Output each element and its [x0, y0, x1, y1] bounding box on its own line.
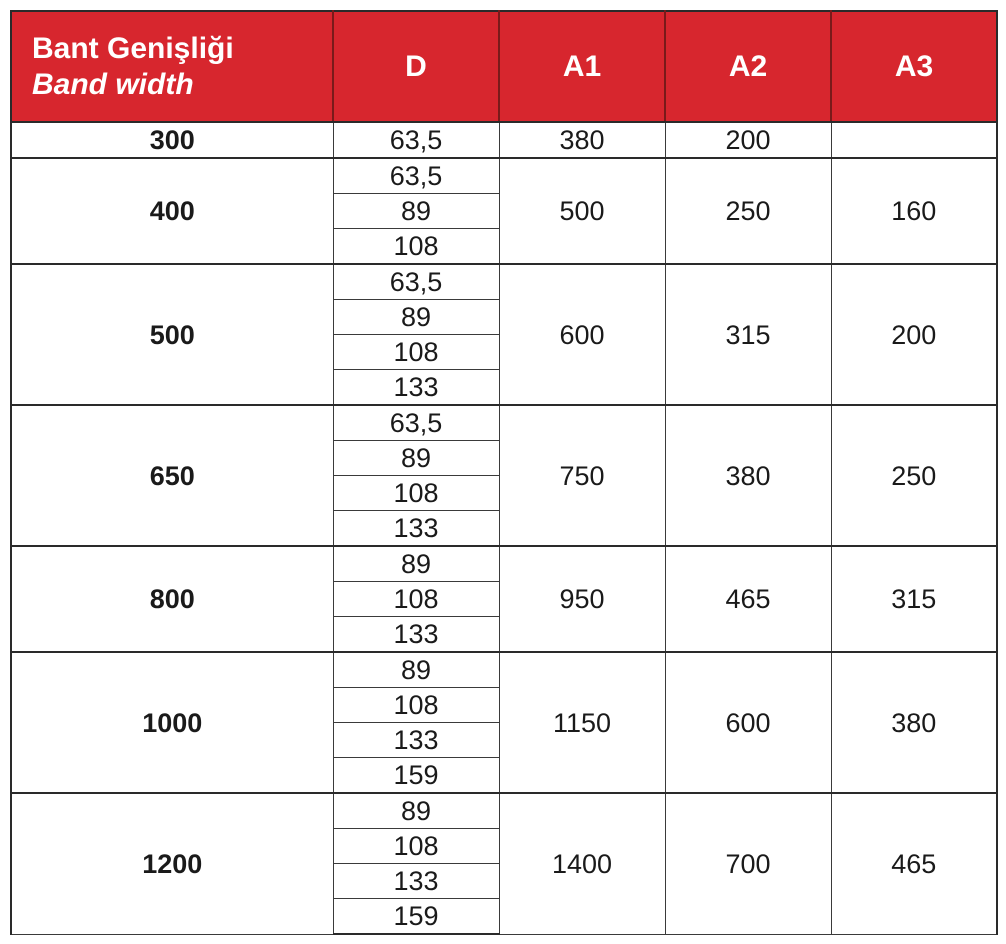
a1-cell: 1150: [499, 652, 665, 793]
a2-cell: 250: [665, 158, 831, 264]
d-cell: 108: [333, 229, 499, 265]
a1-cell: 950: [499, 546, 665, 652]
a2-cell: 700: [665, 793, 831, 934]
a1-cell: 380: [499, 122, 665, 158]
band-width-cell: 650: [11, 405, 333, 546]
header-band-width-en: Band width: [32, 67, 194, 101]
table-row: [11, 158, 997, 194]
a1-cell: 500: [499, 158, 665, 264]
table-row: [11, 264, 997, 300]
a2-cell: 200: [665, 122, 831, 158]
d-cell: 133: [333, 723, 499, 758]
band-width-cell: 800: [11, 546, 333, 652]
header-a1: A1: [499, 11, 665, 122]
table-row: [11, 405, 997, 441]
a2-cell: 465: [665, 546, 831, 652]
table-row: [11, 793, 997, 829]
d-cell: 133: [333, 617, 499, 653]
header-d: D: [333, 11, 499, 122]
d-cell: 108: [333, 582, 499, 617]
d-cell: 108: [333, 335, 499, 370]
band-width-cell: 400: [11, 158, 333, 264]
band-width-cell: 500: [11, 264, 333, 405]
d-cell: 89: [333, 652, 499, 688]
d-cell: 63,5: [333, 264, 499, 300]
header-row: [11, 11, 997, 122]
d-cell: 133: [333, 370, 499, 406]
a3-cell: 160: [831, 158, 997, 264]
d-cell: 108: [333, 476, 499, 511]
a1-cell: 750: [499, 405, 665, 546]
header-a3: A3: [831, 11, 997, 122]
a1-cell: 1400: [499, 793, 665, 934]
a3-cell: 315: [831, 546, 997, 652]
d-cell: 89: [333, 793, 499, 829]
d-cell: 108: [333, 829, 499, 864]
table-row: [11, 122, 997, 158]
table-row: [11, 652, 997, 688]
d-cell: 89: [333, 300, 499, 335]
band-width-table: [10, 10, 998, 935]
d-cell: 63,5: [333, 122, 499, 158]
a3-cell: 465: [831, 793, 997, 934]
d-cell: 89: [333, 441, 499, 476]
d-cell: 63,5: [333, 158, 499, 194]
d-cell: 159: [333, 899, 499, 935]
band-width-cell: 1200: [11, 793, 333, 934]
table-row: [11, 546, 997, 582]
a3-cell: [831, 122, 997, 158]
header-band-width-tr: Bant Genişliği: [32, 31, 234, 65]
a3-cell: 380: [831, 652, 997, 793]
d-cell: 133: [333, 864, 499, 899]
d-cell: 89: [333, 546, 499, 582]
table-body: [11, 122, 997, 934]
d-cell: 63,5: [333, 405, 499, 441]
a1-cell: 600: [499, 264, 665, 405]
table-header: [11, 11, 997, 122]
d-cell: 89: [333, 194, 499, 229]
band-width-cell: 300: [11, 122, 333, 158]
d-cell: 159: [333, 758, 499, 794]
header-band-width: [11, 11, 333, 122]
a2-cell: 380: [665, 405, 831, 546]
band-width-cell: 1000: [11, 652, 333, 793]
a3-cell: 200: [831, 264, 997, 405]
band-width-table-container: [10, 10, 996, 936]
a2-cell: 315: [665, 264, 831, 405]
d-cell: 133: [333, 511, 499, 547]
a3-cell: 250: [831, 405, 997, 546]
d-cell: 108: [333, 688, 499, 723]
a2-cell: 600: [665, 652, 831, 793]
header-a2: A2: [665, 11, 831, 122]
